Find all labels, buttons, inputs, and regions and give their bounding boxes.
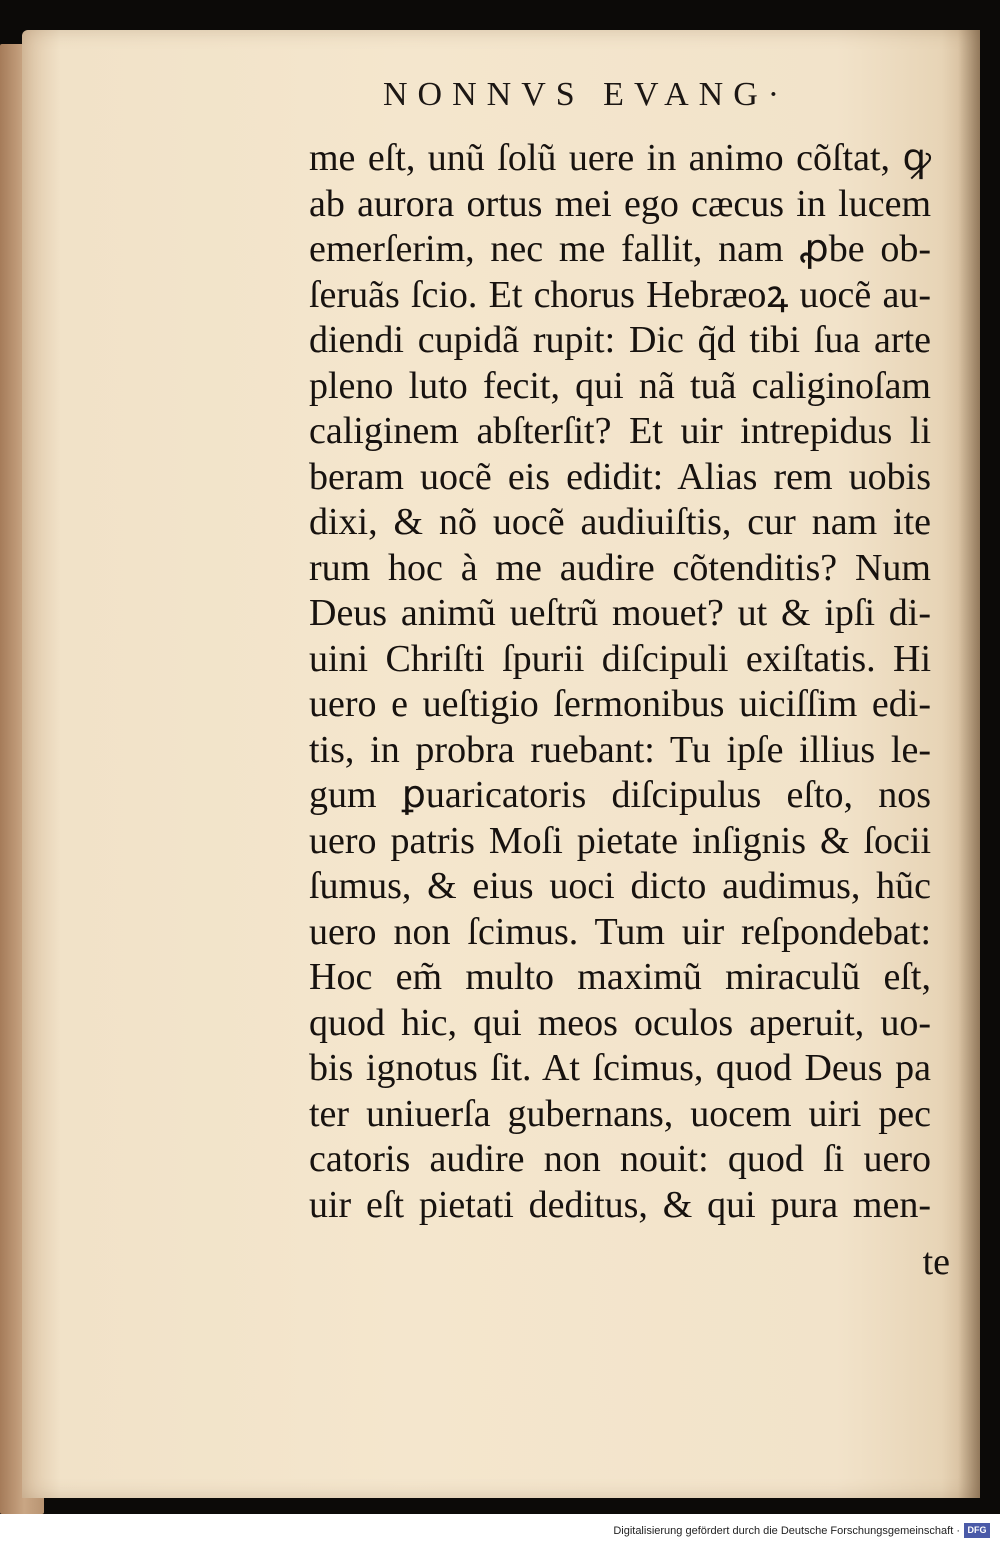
text-line: uini Chriſti ſpurii diſcipuli exiſtatis. Hi xyxy=(309,637,931,680)
text-line: ab aurora ortus mei ego cæcus in lucem xyxy=(309,182,931,225)
text-line: uero patris Moſi pietate inſignis & ſocii xyxy=(309,819,931,862)
page-gutter-shadow xyxy=(958,30,980,1498)
body-text xyxy=(309,136,931,1228)
text-line: quod hic, qui meos oculos aperuit, uo- xyxy=(309,1001,931,1044)
text-line: ſumus, & eius uoci dicto audimus, hũc xyxy=(309,865,931,907)
text-line: ter uniuerſa gubernans, uocem uiri pec xyxy=(309,1092,931,1135)
catchword: te xyxy=(922,1241,950,1283)
text-line: gum ꝑuaricatoris diſcipulus eſto, nos xyxy=(309,774,931,816)
text-line: Deus animũ ueſtrũ mouet? ut & ipſi di- xyxy=(309,592,931,634)
text-line: emerſerim, nec me fallit, nam ꝓbe ob- xyxy=(309,228,931,270)
text-line: bis ignotus ſit. At ſcimus, quod Deus pa xyxy=(309,1047,931,1089)
text-line: tis, in probra ruebant: Tu ipſe illius le- xyxy=(309,728,931,771)
text-line: dixi, & nõ uocẽ audiuiſtis, cur nam ite xyxy=(309,501,931,543)
text-line: uero e ueſtigio ſermonibus uiciſſim edi- xyxy=(309,683,931,725)
text-line: pleno luto fecit, qui nã tuã caliginoſam xyxy=(309,364,931,407)
text-line: uero non ſcimus. Tum uir reſpondebat: xyxy=(309,910,931,953)
text-line: beram uocẽ eis edidit: Alias rem uobis xyxy=(309,455,931,498)
funding-credit: Digitalisierung gefördert durch die Deutsche Forschungsgemeinschaft · xyxy=(613,1525,960,1537)
text-line: caliginem abſterſit? Et uir intrepidus li xyxy=(309,410,931,452)
text-line: diendi cupidã rupit: Dic q̃d tibi ſua arte xyxy=(309,319,931,361)
running-head: NONNVS EVANG· xyxy=(383,76,790,113)
text-line: rum hoc à me audire cõtenditis? Num xyxy=(309,546,931,589)
dfg-logo: DFG xyxy=(964,1523,990,1538)
text-line: uir eſt pietati deditus, & qui pura men- xyxy=(309,1183,931,1226)
text-line: Hoc em̃ multo maximũ miraculũ eſt, xyxy=(309,956,931,998)
text-line: catoris audire non nouit: quod ſi uero xyxy=(309,1138,931,1180)
digitization-footer xyxy=(0,1514,1000,1554)
text-line: me eſt, unũ ſolũ uere in animo cõſtat, ꝙ xyxy=(309,137,931,179)
text-line: ſeruãs ſcio. Et chorus Hebræoꝝ uocẽ au- xyxy=(309,273,931,316)
